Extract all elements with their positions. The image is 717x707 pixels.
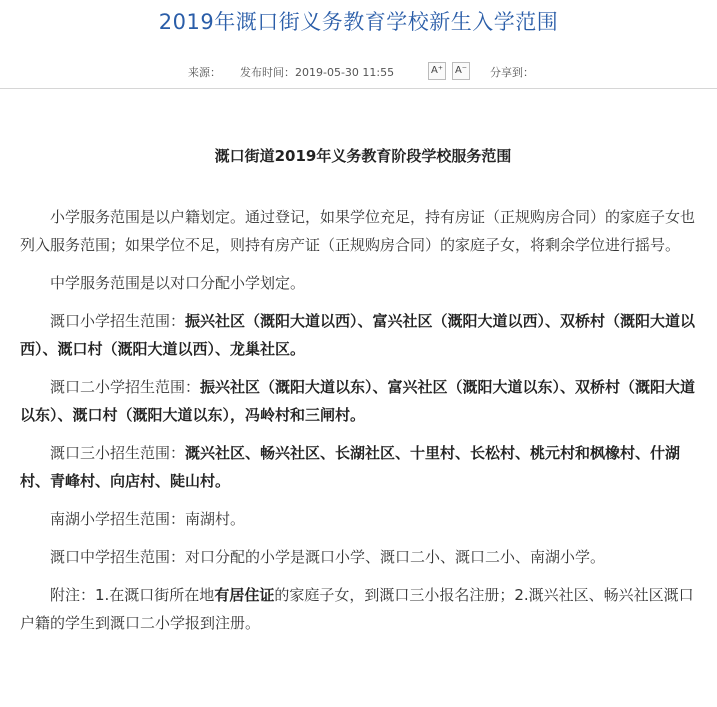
note-part-c: 的家庭子女，到溉口三小报名注册；2.溉兴社区、畅兴社区溉口户籍的学生到溉口二小学报到注册。 (20, 586, 694, 632)
school-3-label: 溉口三小招生范围： (50, 444, 186, 462)
source-label: 来源： (188, 66, 221, 79)
paragraph-note (20, 581, 706, 637)
school-2-label: 溉口二小学招生范围： (50, 378, 201, 396)
share-label: 分享到： (490, 66, 534, 79)
note-part-a: 附注：1.在溉口街所在地 (50, 586, 215, 604)
note-residence-permit: 有居住证 (214, 586, 275, 604)
publish-time: 发布时间：2019-05-30 11:55 (240, 66, 395, 79)
article-body (20, 143, 706, 647)
school-3-range: 溉兴社区、畅兴社区、长湖社区、十里村、长松村、桃元村和枫橡村、什湖村、青峰村、向店村、陡山村。 (20, 444, 681, 490)
font-decrease-button[interactable]: A⁻ (452, 62, 470, 80)
page-title: 2019年溉口街义务教育学校新生入学范围 (158, 10, 559, 34)
paragraph-school-3 (20, 439, 706, 495)
paragraph-school-2 (20, 373, 706, 429)
paragraph-nanhu: 南湖小学招生范围：南湖村。 (50, 510, 246, 528)
article-meta (0, 62, 717, 82)
divider (0, 88, 717, 89)
paragraph-school-1 (20, 307, 706, 363)
article-subheading: 溉口街道2019年义务教育阶段学校服务范围 (214, 147, 512, 165)
paragraph-primary-policy: 小学服务范围是以户籍划定。通过登记，如果学位充足，持有房证（正规购房合同）的家庭子女也列入服务范围；如果学位不足，则持有房产证（正规购房合同）的家庭子女，将剩余学位进行摇号。 (20, 208, 696, 254)
school-2-range: 振兴社区（溉阳大道以东）、富兴社区（溉阳大道以东）、双桥村（溉阳大道以东）、溉口村（溉阳大道以东），冯岭村和三闸村。 (20, 378, 696, 424)
school-1-label: 溉口小学招生范围： (50, 312, 186, 330)
font-increase-button[interactable]: A⁺ (428, 62, 446, 80)
paragraph-middle-school: 溉口中学招生范围：对口分配的小学是溉口小学、溉口二小、溉口二小、南湖小学。 (50, 548, 606, 566)
paragraph-middle-policy: 中学服务范围是以对口分配小学划定。 (50, 274, 306, 292)
school-1-range: 振兴社区（溉阳大道以西）、富兴社区（溉阳大道以西）、双桥村（溉阳大道以西）、溉口村（溉阳大道以西）、龙巢社区。 (20, 312, 696, 358)
